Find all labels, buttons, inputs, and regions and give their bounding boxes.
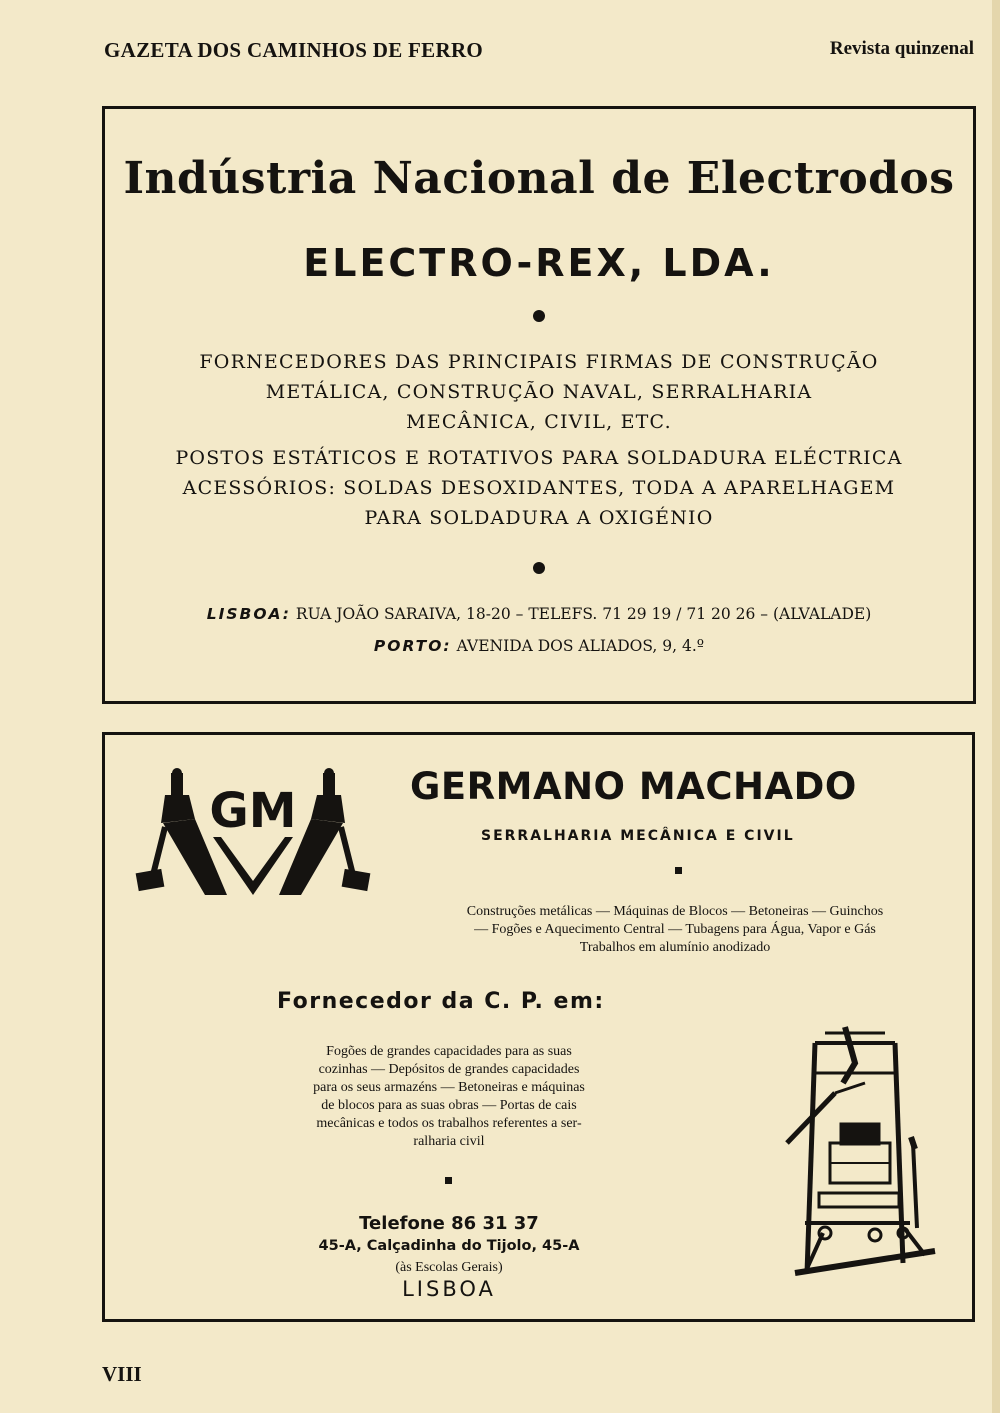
services-paragraph	[105, 347, 973, 437]
welding-line: POSTOS ESTÁTICOS E ROTATIVOS PARA SOLDADURA ELÉCTRICA	[175, 447, 903, 469]
porto-address-text: AVENIDA DOS ALIADOS, 9, 4.º	[456, 637, 705, 655]
supplier-description	[277, 1043, 621, 1151]
ad-title: Indústria Nacional de Electrodos	[123, 153, 955, 204]
page-edge	[992, 0, 1000, 1413]
porto-address	[105, 637, 973, 655]
block-machine-illustration-icon	[785, 1023, 945, 1293]
products-line: Construções metálicas — Máquinas de Blocos — Betoneiras — Guinchos	[466, 904, 884, 919]
welding-line: ACESSÓRIOS: SOLDAS DESOXIDANTES, TODA A APARELHAGEM	[182, 477, 896, 499]
square-bullet-icon	[675, 867, 682, 874]
city: LISBOA	[402, 1277, 496, 1301]
page-number: VIII	[102, 1362, 142, 1386]
supplier-line: Fogões de grandes capacidades para as suas	[326, 1044, 572, 1059]
bullet-icon	[533, 310, 545, 322]
welding-line: PARA SOLDADURA A OXIGÉNIO	[364, 507, 714, 529]
supplier-line: de blocos para as suas obras — Portas de cais	[321, 1098, 577, 1113]
lisboa-label: LISBOA:	[206, 605, 291, 623]
porto-label: PORTO:	[373, 637, 452, 655]
products-line: Trabalhos em alumínio anodizado	[579, 940, 771, 955]
bullet-icon	[533, 562, 545, 574]
supplier-line: ralharia civil	[413, 1134, 485, 1149]
supplier-line: cozinhas — Depósitos de grandes capacidades	[318, 1062, 580, 1077]
street-address: 45-A, Calçadinha do Tijolo, 45-A	[318, 1238, 580, 1254]
supplier-heading: Fornecedor da C. P. em:	[277, 989, 605, 1014]
supplier-line: mecânicas e todos os trabalhos referentes a ser-	[316, 1116, 582, 1131]
services-line: METÁLICA, CONSTRUÇÃO NAVAL, SERRALHARIA	[265, 381, 813, 403]
services-line: FORNECEDORES DAS PRINCIPAIS FIRMAS DE CONSTRUÇÃO	[199, 351, 879, 373]
products-line: — Fogões e Aquecimento Central — Tubagens para Água, Vapor e Gás	[474, 922, 876, 937]
logo-letters: GM	[209, 783, 297, 839]
company-name: ELECTRO-REX, LDA.	[303, 241, 775, 285]
lisboa-address	[105, 605, 973, 623]
company-subtitle: SERRALHARIA MECÂNICA E CIVIL	[481, 828, 795, 844]
germano-machado-advertisement	[102, 732, 975, 1322]
products-list	[425, 903, 925, 957]
lisboa-address-text: RUA JOÃO SARAIVA, 18-20 – TELEFS. 71 29 19 / 71 20 26 – (ALVALADE)	[295, 605, 872, 623]
electrorex-advertisement	[102, 106, 976, 704]
square-bullet-icon	[445, 1177, 452, 1184]
gm-logo-icon	[135, 767, 371, 905]
company-name: GERMANO MACHADO	[410, 765, 857, 808]
phone-number: Telefone 86 31 37	[359, 1213, 539, 1234]
address-note: (às Escolas Gerais)	[395, 1260, 503, 1275]
publication-frequency: Revista quinzenal	[829, 38, 974, 59]
publication-title: GAZETA DOS CAMINHOS DE FERRO	[104, 38, 484, 62]
supplier-line: para os seus armazéns — Betoneiras e máquinas	[313, 1080, 585, 1095]
services-line: MECÂNICA, CIVIL, ETC.	[406, 411, 672, 433]
welding-paragraph	[105, 443, 973, 533]
